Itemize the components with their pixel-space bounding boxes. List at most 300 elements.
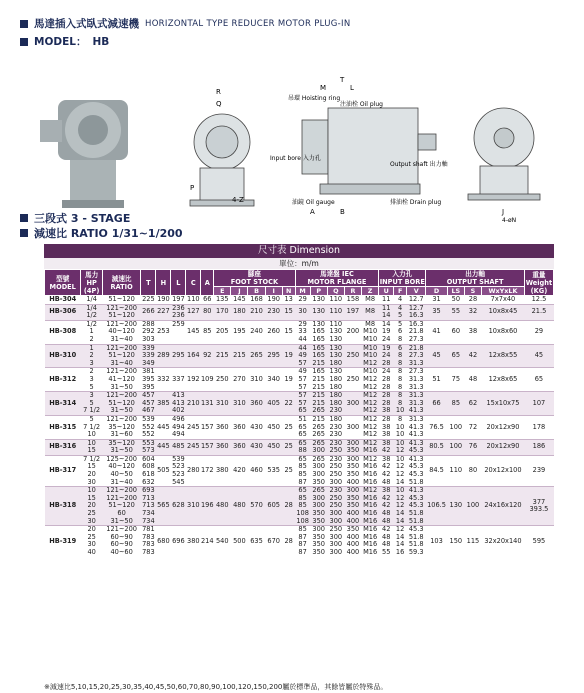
cell-m: 30 — [295, 304, 310, 320]
cell-r: 300 — [344, 487, 361, 495]
cell-z: M10 — [363, 328, 378, 336]
cell-t: 783 — [142, 541, 155, 549]
cell-z: M12 — [363, 486, 378, 495]
dim-4z: 4-Z — [232, 196, 244, 204]
cell-hp: 15 — [81, 463, 102, 471]
cell-ls: 50 — [447, 296, 464, 305]
cell-q: 130 — [327, 344, 344, 352]
ratio-line — [20, 225, 183, 241]
cell-m: 85 — [295, 495, 310, 503]
cell-hp: 10 — [81, 487, 102, 495]
cell-b: 635 — [248, 526, 265, 557]
cell-p: 130 — [310, 304, 327, 320]
cell-n: 15 — [282, 320, 295, 344]
table-row — [45, 487, 554, 495]
cell-n: 15 — [282, 304, 295, 320]
cell-r: 350 — [344, 495, 361, 503]
cell-z: M16 — [363, 463, 378, 471]
cell-j: 195 — [231, 320, 248, 344]
cell-n: 28 — [282, 487, 295, 526]
cell-ratio: 31~40 — [102, 479, 141, 487]
cell-u: 42 — [379, 471, 394, 479]
cell-v: 31.3 — [407, 392, 426, 400]
cell-s: 48 — [464, 368, 481, 392]
cell-a: 172 — [201, 455, 214, 486]
cell-t: 539 — [142, 415, 155, 423]
cell-u: 38 — [379, 424, 394, 432]
col-foot: 腳座 FOOT STOCK — [214, 270, 295, 287]
cell-f: 8 — [394, 352, 407, 360]
subcol-d: D — [426, 287, 447, 296]
cell-q: 300 — [327, 518, 344, 526]
cell-f: 8 — [394, 384, 407, 392]
input-bore-label: Input bore 入力孔 — [270, 155, 321, 162]
cell-u: 28 — [379, 392, 394, 400]
cell-p: 165 — [310, 328, 327, 336]
cell-q: 230 — [327, 424, 344, 432]
cell-ratio: 121~200 — [102, 304, 141, 312]
cell-ls: 75 — [447, 368, 464, 392]
cell-n: 19 — [282, 368, 295, 392]
col-l: L — [171, 270, 186, 296]
ratio-label: 減速比 RATIO 1/31~1/200 — [34, 227, 183, 240]
cell-r — [344, 415, 361, 423]
cell-i: 670 — [265, 526, 282, 557]
cell-f: 12 — [394, 495, 407, 503]
cell-hp: 20 — [81, 471, 102, 479]
cell-t: 339 — [142, 344, 155, 352]
cell-ratio: 40~120 — [102, 463, 141, 471]
cell-ratio: 121~200 — [102, 368, 141, 376]
cell-t: 573 — [142, 447, 155, 455]
cell-wyl: 10x8x60 — [482, 320, 525, 344]
cell-i: 450 — [265, 439, 282, 455]
cell-p: 300 — [310, 463, 327, 471]
cell-l: 696 — [171, 526, 186, 557]
cell-hp: 1 — [81, 328, 102, 336]
cell-f: 10 — [394, 407, 407, 415]
cell-m: 108 — [296, 510, 309, 518]
title-line — [20, 16, 350, 31]
cell-a: 196 — [201, 487, 214, 526]
cell-i: 450 — [265, 415, 282, 439]
cell-l: 485 — [171, 439, 186, 455]
cell-hp: 15 — [81, 495, 102, 503]
cell-i: 535 — [265, 455, 282, 486]
cell-d: 66 — [426, 392, 447, 416]
cell-ls: 100 — [447, 415, 464, 439]
cell-p: 130 — [310, 296, 327, 305]
cell-p: 130 — [310, 320, 327, 328]
model-value: HB — [92, 35, 110, 48]
cell-b: 265 — [248, 344, 265, 368]
cell-q: 230 — [327, 431, 344, 439]
cell-t: 552 — [142, 423, 155, 431]
cell-a: 214 — [201, 526, 214, 557]
cell-t: 608 — [142, 463, 155, 471]
cell-m: 87 — [295, 541, 310, 549]
cell-d: 106.5 — [426, 487, 447, 526]
cell-f: 14 — [394, 510, 407, 518]
cell-wyl: 10x8x45 — [482, 304, 525, 320]
cell-ratio: 40~60 — [102, 549, 141, 557]
cell-wyl: 32x20x140 — [482, 526, 525, 557]
cell-e: 170 — [214, 304, 231, 320]
cell-r: 158 — [344, 296, 361, 305]
cell-ratio: 121~200 — [102, 320, 141, 328]
cell-ratio: 31~40 — [102, 360, 141, 368]
cell-r: 300 — [344, 455, 361, 463]
cell-z: M16 — [363, 541, 378, 549]
title-en: HORIZONTAL TYPE REDUCER MOTOR PLUG-IN — [145, 18, 351, 29]
cell-m: 85 — [295, 526, 310, 534]
cell-p: 265 — [310, 424, 327, 432]
cell-z: M8 — [362, 304, 379, 320]
model-label: MODEL： — [34, 36, 87, 48]
col-c: C — [186, 270, 201, 296]
cell-m: 57 — [295, 384, 310, 392]
cell-z: M12 — [363, 423, 378, 431]
cell-t: 553 — [142, 439, 155, 447]
model-group — [45, 439, 554, 455]
cell-f: 8 — [394, 368, 407, 376]
cell-p: 350 — [310, 510, 327, 518]
cell-r: 300 — [344, 439, 361, 447]
cell-wyl: 20x12x90 — [482, 415, 525, 439]
cell-ls: 65 — [447, 344, 464, 368]
cell-ratio: 40~120 — [102, 328, 141, 336]
cell-hp: 3 — [81, 360, 102, 368]
cell-ls: 130 — [447, 487, 464, 526]
cell-v: 31.3 — [407, 360, 426, 368]
cell-hp: 2 — [81, 336, 102, 344]
cell-p: 300 — [310, 471, 327, 479]
cell-z: M12 — [363, 359, 378, 367]
bullet-square — [20, 38, 28, 46]
cell-c: 127 — [186, 304, 201, 320]
cell-f: 8 — [394, 392, 407, 400]
cell-e: 380 — [214, 455, 231, 486]
cell-r: 250 — [344, 352, 361, 360]
dim-b: B — [340, 208, 345, 216]
side-view — [302, 108, 436, 194]
cell-f: 10 — [394, 487, 407, 495]
cell-d: 103 — [426, 526, 447, 557]
cell-u: 42 — [379, 526, 394, 534]
cell-p: 350 — [310, 518, 327, 526]
cell-u: 42 — [379, 463, 394, 471]
cell-s: 32 — [464, 304, 481, 320]
cell-m: 85 — [295, 471, 310, 479]
cell-b: 430 — [248, 415, 265, 439]
cell-u: 38 — [379, 455, 394, 463]
cell-v: 51.8 — [407, 541, 426, 549]
cell-f: 8 — [394, 360, 407, 368]
cell-b: 460 — [248, 455, 265, 486]
cell-h: 505 — [156, 455, 171, 486]
cell-c: 380 — [186, 526, 201, 557]
cell-q: 130 — [327, 328, 344, 336]
cell-d: 41 — [426, 320, 447, 344]
reducer-photo — [40, 100, 128, 208]
cell-f: 8 — [394, 415, 407, 423]
cell-hp: 2 — [81, 368, 102, 376]
cell-t: 734 — [142, 517, 155, 525]
cell-w: 239 — [524, 455, 553, 486]
cell-q: 230 — [327, 455, 344, 463]
cell-hp: 1/4 — [81, 296, 102, 305]
cell-h: 190 — [157, 295, 170, 303]
cell-z: M16 — [363, 549, 378, 556]
cell-v: 41.3 — [407, 407, 426, 415]
cell-p: 215 — [310, 400, 327, 408]
cell-ratio: 51~120 — [102, 400, 141, 408]
cell-ratio: 60 — [102, 510, 141, 518]
footnote: ※減速比5,10,15,20,25,30,35,40,45,50,60,70,80,90,100,120,150,200屬於標準品，其餘皆屬於特殊品。 — [44, 683, 388, 691]
cell-q: 250 — [327, 502, 344, 510]
cell-ratio: 60~90 — [102, 541, 141, 549]
stage-line — [20, 210, 130, 226]
cell-r — [344, 407, 361, 415]
cell-u: 19 — [379, 328, 394, 336]
cell-ratio: 31~50 — [102, 518, 141, 526]
cell-q: 300 — [327, 510, 344, 518]
cell-j: 270 — [231, 368, 248, 392]
cell-ratio: 31~50 — [102, 407, 141, 415]
bullet-square — [20, 20, 28, 28]
cell-m: 108 — [296, 517, 309, 525]
cell-u: 24 — [379, 352, 394, 360]
subcol-f: F — [394, 287, 407, 296]
cell-m: 87 — [295, 534, 310, 542]
cell-c: 192 — [186, 368, 201, 392]
model-cell: HB-318 — [45, 487, 81, 526]
cell-j: 360 — [231, 415, 248, 439]
cell-h: 289 — [156, 344, 171, 368]
cell-ratio: 41~120 — [102, 376, 141, 384]
cell-f: 8 — [394, 336, 407, 344]
cell-v: 31.3 — [407, 376, 426, 384]
cell-p: 165 — [310, 336, 327, 344]
cell-m: 44 — [295, 336, 310, 344]
subcol-s: S — [464, 287, 481, 296]
cell-q: 300 — [327, 549, 344, 557]
cell-z: M10 — [363, 344, 378, 352]
cell-e: 135 — [214, 296, 231, 305]
cell-t: 266 — [141, 304, 156, 320]
cell-r: 350 — [344, 502, 361, 510]
cell-q: 180 — [327, 392, 344, 400]
cell-t: 381 — [142, 367, 155, 376]
cell-m: 65 — [295, 455, 310, 463]
cell-r: 350 — [344, 526, 361, 534]
cell-j: 310 — [231, 392, 248, 416]
cell-l: 496 — [172, 415, 185, 423]
cell-t: 713 — [142, 494, 155, 502]
cell-t: 225 — [142, 295, 155, 303]
col-model: 型號 MODEL — [45, 270, 81, 296]
cell-r — [344, 360, 361, 368]
cell-wyl: 7x7x40 — [482, 296, 525, 305]
cell-ratio: 121~200 — [102, 526, 141, 534]
cell-v: 41.3 — [407, 455, 426, 463]
cell-q: 250 — [327, 526, 344, 534]
cell-i: 605 — [265, 487, 282, 526]
cell-z: M16 — [363, 494, 378, 502]
subcol-p: P — [310, 287, 327, 296]
cell-hp: 5 — [81, 415, 102, 423]
table-row — [45, 304, 554, 312]
cell-r: 300 — [344, 424, 361, 432]
cell-i: 260 — [265, 320, 282, 344]
cell-p: 215 — [310, 384, 327, 392]
cell-t: 349 — [142, 359, 155, 367]
cell-m: 57 — [295, 360, 310, 368]
cell-h: 332 — [156, 368, 171, 392]
cell-h: 227 — [156, 304, 171, 320]
cell-v: 21.8 — [407, 344, 426, 352]
cell-u: 48 — [379, 534, 394, 542]
cell-m: 65 — [295, 431, 310, 439]
cell-t: 552 — [142, 431, 155, 439]
col-output: 出力軸 OUTPUT SHAFT — [426, 270, 525, 287]
cell-q: 110 — [327, 304, 344, 320]
cell-e: 310 — [214, 392, 231, 416]
model-group — [45, 487, 554, 526]
cell-ratio: 121~200 — [102, 392, 141, 400]
cell-q: 300 — [327, 541, 344, 549]
cell-v: 12.7 — [407, 304, 426, 312]
cell-ratio: 125~200 — [102, 455, 141, 463]
cell-hp: 25 — [81, 534, 102, 542]
cell-wyl: 12x8x65 — [482, 368, 525, 392]
cell-v: 41.3 — [407, 424, 426, 432]
cell-z: M10 — [363, 352, 378, 360]
table-row — [45, 344, 554, 352]
cell-r — [344, 320, 361, 328]
cell-ls: 100 — [447, 439, 464, 455]
cell-m: 65 — [295, 424, 310, 432]
reducer-drawing — [40, 72, 555, 222]
cell-q: 130 — [327, 336, 344, 344]
cell-p: 165 — [310, 368, 327, 376]
cell-q: 130 — [327, 352, 344, 360]
stage-label: 三段式 3 - STAGE — [34, 212, 131, 225]
cell-s: 115 — [464, 526, 481, 557]
col-hp: 馬力 HP (4P) — [81, 270, 102, 296]
cell-n: 28 — [282, 526, 295, 557]
cell-ratio: 31~60 — [102, 431, 141, 439]
cell-l: 236 — [172, 312, 185, 320]
cell-m: 65 — [295, 439, 310, 447]
cell-u: 28 — [379, 384, 394, 392]
cell-w: 178 — [524, 415, 553, 439]
cell-l: 523 — [172, 463, 185, 471]
cell-r: 200 — [344, 328, 361, 336]
cell-e: 360 — [214, 415, 231, 439]
cell-hp: 15 — [81, 447, 102, 455]
cell-u: 28 — [379, 376, 394, 384]
cell-f: 6 — [394, 344, 407, 352]
cell-z: M16 — [363, 533, 378, 541]
model-cell: HB-319 — [45, 526, 81, 557]
cell-f: 12 — [394, 502, 407, 510]
subcol-z: Z — [362, 287, 379, 296]
cell-q: 180 — [327, 400, 344, 408]
subcol-q: Q — [327, 287, 344, 296]
cell-s: 38 — [464, 320, 481, 344]
cell-z: M12 — [363, 455, 378, 463]
cell-q: 110 — [327, 320, 344, 328]
cell-a: 92 — [201, 344, 214, 368]
cell-u: 19 — [379, 344, 394, 352]
cell-m: 87 — [295, 479, 310, 487]
cell-ls: 60 — [447, 320, 464, 344]
cell-r — [344, 384, 361, 392]
cell-z: M8 — [362, 320, 379, 328]
cell-m: 65 — [295, 407, 310, 415]
dim-4n: 4-øN — [502, 217, 517, 222]
cell-n: 25 — [282, 455, 295, 486]
cell-m: 57 — [295, 400, 310, 408]
output-shaft-label: Output shaft 出力軸 — [390, 161, 448, 168]
cell-v: 51.8 — [407, 510, 426, 518]
cell-f: 12 — [394, 526, 407, 534]
model-group — [45, 368, 554, 392]
cell-m: 29 — [295, 296, 310, 305]
cell-hp: 1/4 — [81, 304, 102, 312]
cell-r: 400 — [344, 518, 361, 526]
dimension-title: 尺寸表 Dimension — [44, 244, 554, 258]
cell-t: 604 — [142, 455, 155, 463]
cell-d: 35 — [426, 304, 447, 320]
bullet-square — [20, 214, 28, 222]
cell-q: 250 — [327, 463, 344, 471]
cell-r — [344, 392, 361, 400]
cell-i: 295 — [265, 344, 282, 368]
cell-u: 14 — [379, 312, 394, 320]
cell-w: 186 — [524, 439, 553, 455]
cell-b: 240 — [248, 320, 265, 344]
dim-q: Q — [216, 100, 222, 108]
model-cell: HB-308 — [45, 320, 81, 344]
cell-f: 12 — [394, 471, 407, 479]
cell-hp: 1/2 — [81, 320, 102, 328]
dim-m: M — [320, 84, 327, 92]
cell-n: 19 — [282, 344, 295, 368]
cell-p: 350 — [310, 479, 327, 487]
cell-f: 8 — [394, 376, 407, 384]
cell-v: 51.8 — [407, 534, 426, 542]
cell-hp: 7 1/2 — [81, 407, 102, 415]
cell-t: 734 — [142, 510, 155, 518]
cell-t: 618 — [142, 471, 155, 479]
cell-z: M12 — [363, 407, 378, 415]
cell-l — [171, 328, 186, 336]
col-a: A — [201, 270, 214, 296]
cell-z: M12 — [363, 391, 378, 400]
cell-ls: 55 — [447, 304, 464, 320]
cell-m: 29 — [295, 320, 310, 328]
cell-hp: 30 — [81, 479, 102, 487]
cell-q: 250 — [327, 495, 344, 503]
model-group — [45, 455, 554, 486]
cell-w: 595 — [524, 526, 553, 557]
subcol-v: V — [407, 287, 426, 296]
cell-q: 230 — [327, 439, 344, 447]
cell-t: 781 — [142, 525, 155, 534]
cell-m: 57 — [295, 392, 310, 400]
